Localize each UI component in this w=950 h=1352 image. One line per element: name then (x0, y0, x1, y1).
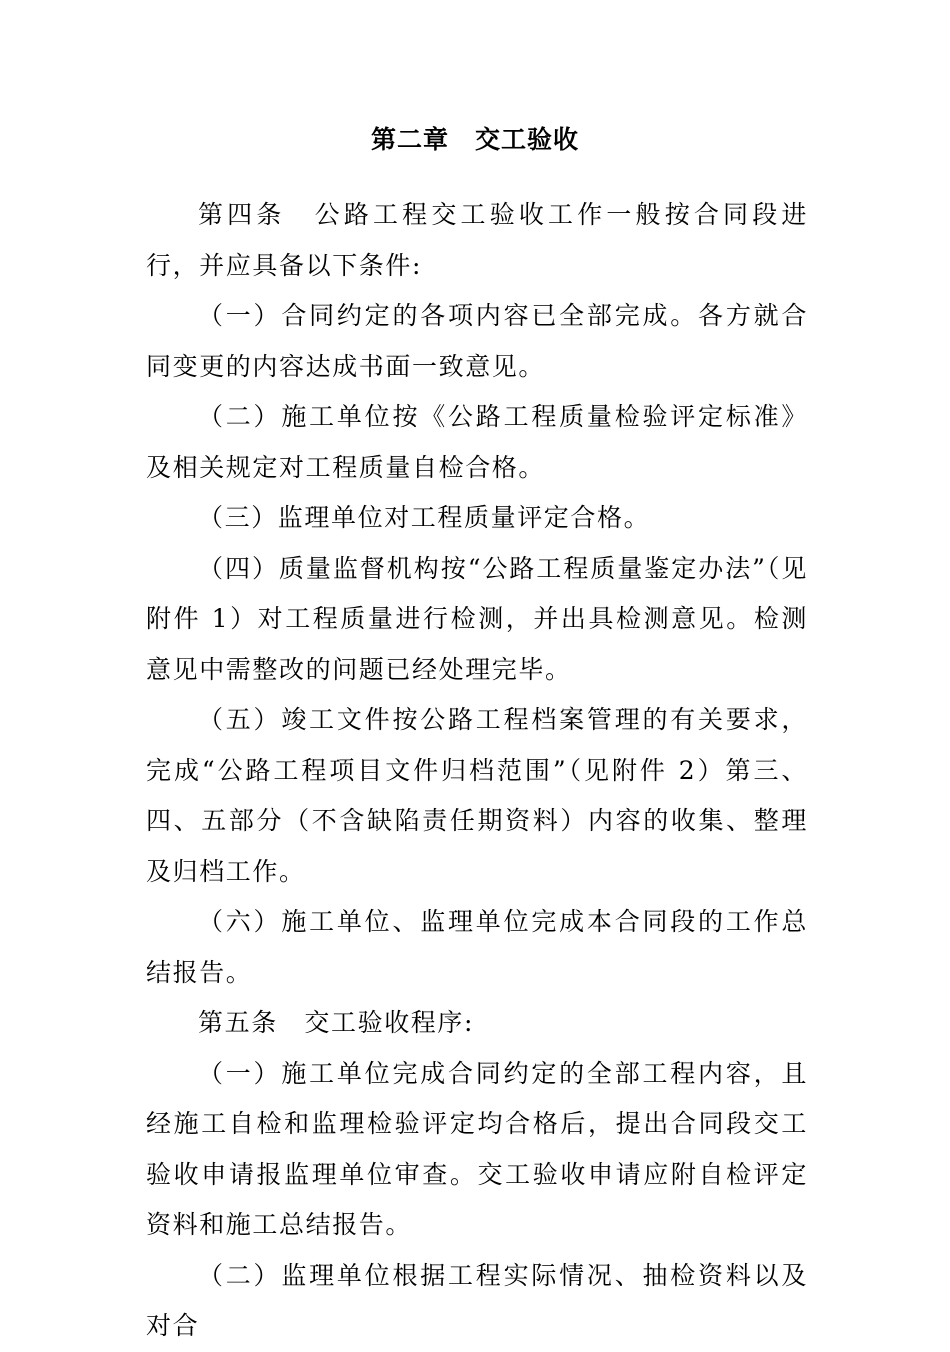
article-4-item-2: （二）施工单位按《公路工程质量检验评定标准》及相关规定对工程质量自检合格。 (146, 402, 808, 482)
article-4-item-1: （一）合同约定的各项内容已全部完成。各方就合同变更的内容达成书面一致意见。 (146, 301, 808, 381)
article-5-item-1: （一）施工单位完成合同约定的全部工程内容，且经施工自检和监理检验评定均合格后，提出合同段交工验收申请报监理单位审查。交工验收申请应附自检评定资料和施工总结报告。 (146, 1058, 808, 1239)
chapter-title: 第二章 交工验收 (370, 125, 579, 154)
article-5-heading: 第五条 交工验收程序: (198, 1008, 475, 1037)
article-5-item-2: （二）监理单位根据工程实际情况、抽检资料以及对合 (146, 1260, 808, 1340)
article-4-item-5: （五）竣工文件按公路工程档案管理的有关要求，完成“公路工程项目文件归档范围”（见附件 2）第三、四、五部分（不含缺陷责任期资料）内容的收集、整理及归档工作。 (146, 705, 808, 886)
article-4-item-3: （三）监理单位对工程质量评定合格。 (198, 503, 651, 532)
document-body (146, 190, 808, 1352)
article-4-item-4: （四）质量监督机构按“公路工程质量鉴定办法”（见附件 1）对工程质量进行检测，并出具检测意见。检测意见中需整改的问题已经处理完毕。 (146, 553, 808, 684)
article-4-item-6: （六）施工单位、监理单位完成本合同段的工作总结报告。 (146, 907, 808, 987)
article-4-heading: 第四条 公路工程交工验收工作一般按合同段进行，并应具备以下条件: (146, 200, 808, 280)
